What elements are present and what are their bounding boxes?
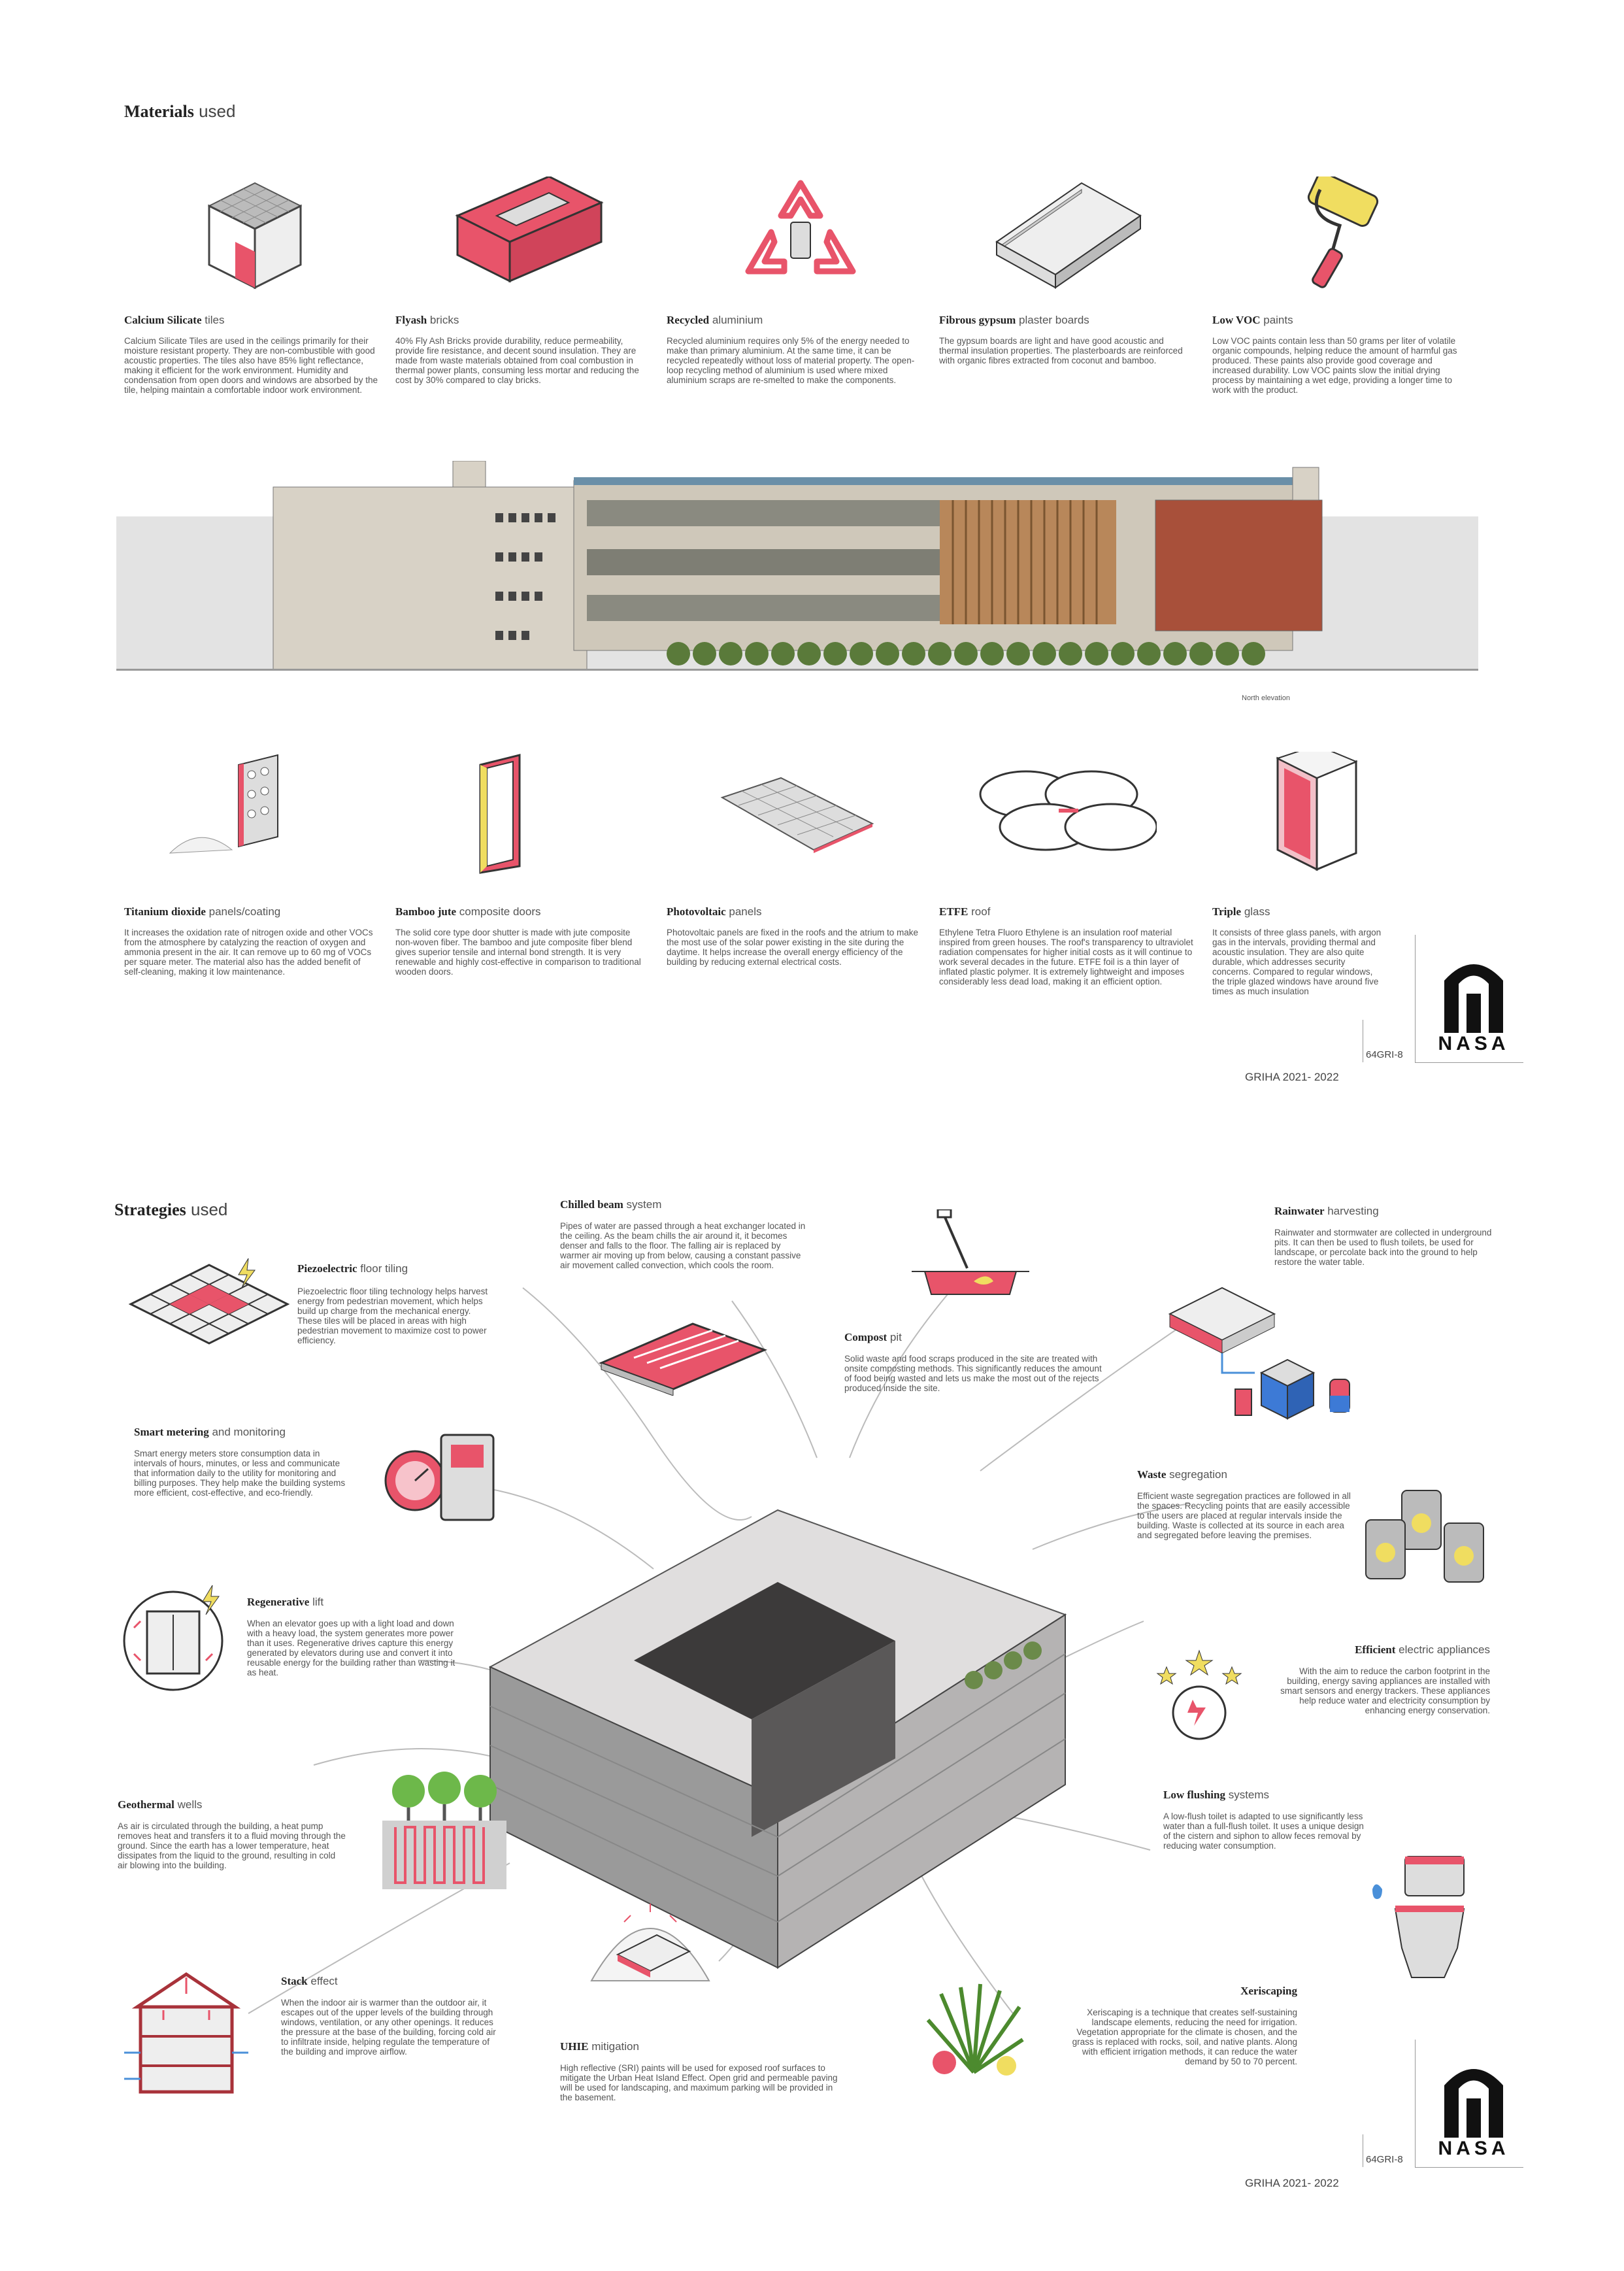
material-recycled-aluminium: Recycled aluminium Recycled aluminium requires only 5% of the energy needed to make than primary aluminium. At the same time, it can be recycled repeatedly without loss of material property. The open-loop recycling method of aluminium is used where mixed aluminium scraps are re-smelted to make the components. [667,314,915,385]
material-calcium-silicate: Calcium Silicate tiles Calcium Silicate Tiles are used in the ceilings primarily for their moisture resistant property. They are non-combustible with good acoustic properties. The tiles also have 85% light reflectance, making it efficient for the work environment. Humidity and condensation from open doors and windows are absorbed by the tile, helping maintain a comfortable indoor work environment. [124,314,378,395]
compost-pit-icon [912,1209,1029,1301]
rainwater-harvesting-icon [1163,1275,1366,1425]
stamp-code: 64GRI-8 [1366,1049,1403,1060]
efficient-appliance-icon [1140,1647,1258,1752]
titanium-panel-icon [167,752,284,863]
gypsum-board-icon [990,177,1147,294]
strategy-uhie: UHIE mitigation High reflective (SRI) paints will be used for exposed roof surfaces to mitigate the Urban Heat Island Effect. Open grid and permeable paving will be used for landscaping, and maximum parking will be provided in the basement. [560,2040,838,2102]
piezoelectric-tile-icon [124,1252,294,1356]
strategy-regenerative-lift: Regenerative lift When an elevator goes up with a light load and down with a heavy load, the system generates more power than it uses. Regenerative drives capture this energy generated by elevators during use and convert it into reusable energy for the building rather than wasting it as heat. [247,1596,456,1677]
triple-glass-icon [1271,752,1363,876]
strategy-compost: Compost pit Solid waste and food scraps produced in the site are treated with onsite composting methods. This significantly reduces the amount of food being wasted and lets us make the most out of the rejects produced inside the site. [844,1331,1102,1393]
north-elevation-drawing [116,461,1478,677]
material-gypsum: Fibrous gypsum plaster boards The gypsum boards are light and have good acoustic and thermal insulation properties. The plasterboards are reinforced with organic fibres extracted from coconut and bamboo. [939,314,1183,365]
nasa-logo-2: NASA [1438,2059,1510,2160]
paint-roller-icon [1281,177,1385,294]
stamp-code-2: 64GRI-8 [1366,2154,1403,2165]
low-flush-toilet-icon [1366,1850,1470,1981]
waste-bins-icon [1359,1484,1490,1595]
materials-title: Materials used [124,101,236,121]
material-titanium: Titanium dioxide panels/coating It increases the oxidation rate of nitrogen oxide and other VOCs from the atmosphere by catalyzing the reaction of oxygen and ammonia present in the air. It can remove up to 60 mg of VOCs per square meter. The material also has the added benefit of self-cleaning, making it low maintenance. [124,905,373,977]
material-photovoltaic: Photovoltaic panels Photovoltaic panels are fixed in the roofs and the atrium to make the most use of the solar power existing in the site during the daytime. It helps increase the overall energy efficiency of the building by reducing external electrical costs. [667,905,918,967]
recycle-icon [738,177,863,288]
stamp-footer: GRIHA 2021- 2022 [1245,1071,1339,1083]
strategies-title: Strategies used [114,1200,228,1219]
nasa-logo: NASA [1438,954,1510,1055]
material-etfe: ETFE roof Ethylene Tetra Fluoro Ethylene is an insulation roof material inspired from green houses. The roof's transparency to ultraviolet radiation compensates for higher initial costs as it will continue to work several decades in the future. ETFE foil is a thin layer of inflated plastic polymer. It is extremely lightweight and imposes considerably less dead load, making it an efficient option. [939,905,1193,986]
geothermal-icon [382,1772,506,1889]
strategy-rainwater: Rainwater harvesting Rainwater and stormwater are collected in underground pits. It can then be used to flush toilets, be used for landscape, or percolate back into the ground to help restore the water table. [1274,1205,1492,1267]
strategy-piezoelectric: Piezoelectric floor tiling Piezoelectric floor tiling technology helps harvest energy from pedestrian movement, which helps build up charge from the mechanical energy. These tiles will be placed in areas with high pedestrian movement to maximize cost to power efficiency. [297,1262,488,1345]
stamp-footer-2: GRIHA 2021- 2022 [1245,2177,1339,2189]
chilled-beam-icon [595,1317,771,1396]
uhie-dome-icon [585,1896,716,1987]
tile-icon [196,173,314,297]
axonometric-building [477,1484,1085,1994]
composite-door-icon [467,752,539,876]
strategy-geothermal: Geothermal wells As air is circulated through the building, a heat pump removes heat and transfers it to a fluid moving through the ground. Since the earth has a lower temperature, heat dissipates from the liquid to the ground, resulting in cold air blowing into the building. [118,1798,346,1870]
material-triple-glass: Triple glass It consists of three glass panels, with argon gas in the intervals, providing thermal and acoustic insulation. They are also quite durable, which addresses security concerns. Compared to regular windows, the triple glazed windows have around five times as much insulation [1212,905,1382,996]
strategy-stack-effect: Stack effect When the indoor air is warmer than the outdoor air, it escapes out of the upper levels of the building through windows, ventilation, or any other openings. It reduces the pressure at the base of the building, forcing cold air to infiltrate inside, helping regulate the temperature of the building and improve airflow. [281,1975,496,2057]
smart-meter-icon [379,1428,503,1526]
strategy-low-flushing: Low flushing systems A low-flush toilet is adapted to use significantly less water than a full-flush toilet. It uses a unique design of the cistern and siphon to allow feces removal by reducing water consumption. [1163,1789,1364,1851]
strategy-smart-metering: Smart metering and monitoring Smart energy meters store consumption data in intervals of hours, minutes, or less and communicate that information daily to the utility for monitoring and billing purposes. They help make the building systems more efficient, cost-effective, and eco-friendly. [134,1426,346,1498]
stack-effect-icon [124,1968,248,2098]
strategy-waste: Waste segregation Efficient waste segregation practices are followed in all the spaces. Recycling points that are easily accessible to the users are placed at regular intervals inside the building. Waste is collected at its source in each area and segregated before leaving the premises. [1137,1468,1351,1540]
photovoltaic-icon [716,771,879,876]
strategy-xeriscaping: Xeriscaping Xeriscaping is a technique that creates self-sustaining landscape elements, reducing the need for irrigation. Vegetation appropriate for the climate is chosen, and the grass is replaced with rocks, soil, and native plants. Along with efficient irrigation methods, it can reduce the water demand by 50 to 70 percent. [1072,1985,1297,2066]
material-low-voc: Low VOC paints Low VOC paints contain less than 50 grams per liter of volatile organic compounds, helping reduce the amount of harmful gas produced. These paints also provide good coverage and increased durability. Low VOC paints slow the initial drying process by maintaining a wet edge, providing a longer time to work with the product. [1212,314,1457,395]
strategy-chilled-beam: Chilled beam system Pipes of water are passed through a heat exchanger located in the ceiling. As the beam chills the air around it, it becomes denser and falls to the floor. The falling air is replaced by warmer air moving up from below, causing a constant passive air movement called convection, which cools the room. [560,1198,806,1270]
etfe-roof-icon [974,762,1157,860]
xeriscaping-plant-icon [915,1981,1033,2079]
flyash-brick-icon [451,177,608,288]
elevation-label: North elevation [1242,694,1290,702]
strategy-efficient-appliances: Efficient electric appliances With the aim to reduce the carbon footprint in the building, energy saving appliances are installed with smart sensors and energy trackers. These appliances help reduce water and electricity consumption by enhancing energy conservation. [1280,1643,1490,1715]
material-bamboo-jute: Bamboo jute composite doors The solid core type door shutter is made with jute composite non-woven fiber. The bamboo and jute composite fiber blend gives superior tensile and internal bond strength. It is very renewable and highly cost-effective in comparison to traditional wooden doors. [395,905,641,977]
regenerative-lift-icon [121,1582,232,1693]
material-flyash: Flyash bricks 40% Fly Ash Bricks provide durability, reduce permeability, provide fire resistance, and decent sound insulation. They are made from waste materials obtained from coal combustion in thermal power plants, consuming less mortar and reducing the cost by 30% compared to clay bricks. [395,314,639,385]
